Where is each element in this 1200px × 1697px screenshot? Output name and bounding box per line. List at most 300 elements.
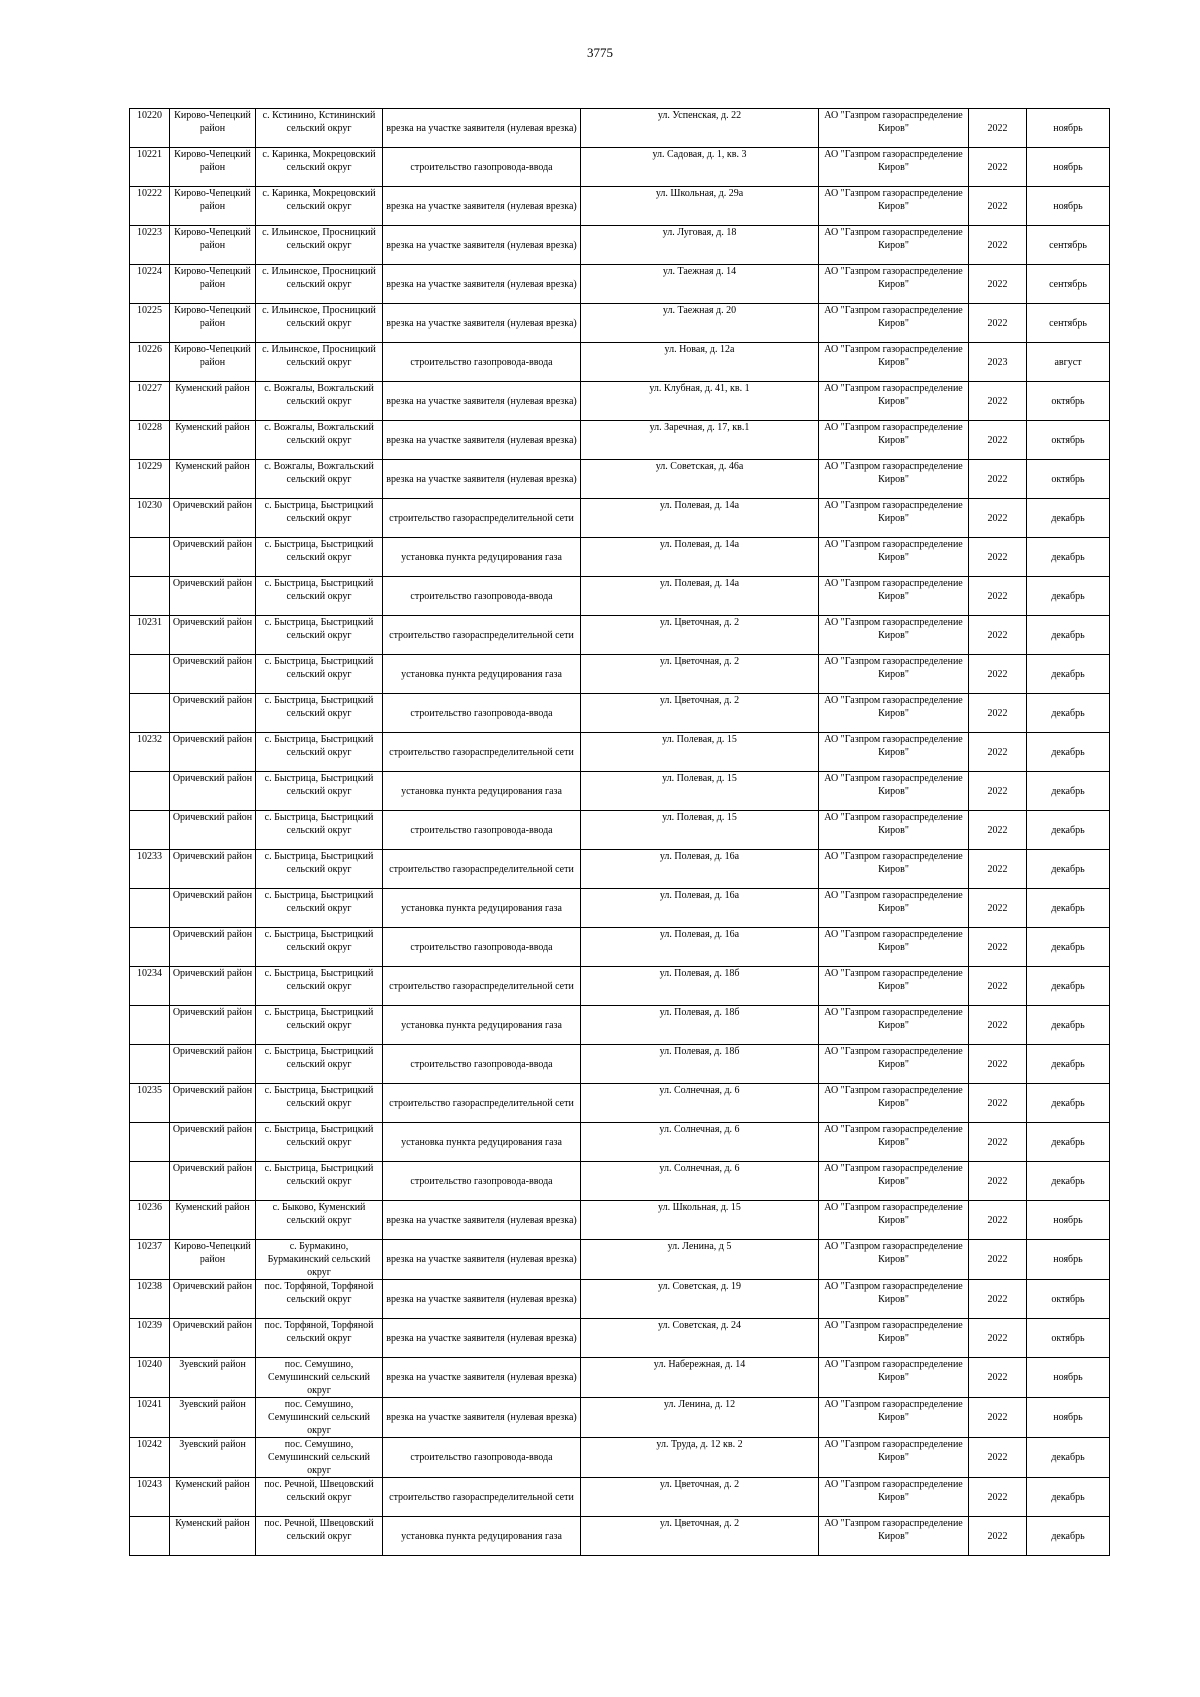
table-row [130,655,1110,694]
district-cell: Кирово-Чепецкий район [170,109,256,148]
row-number-cell: 10226 [130,343,170,382]
address-cell: ул. Луговая, д. 18 [581,226,819,265]
year-cell: 2022 [969,1358,1027,1398]
month-cell: ноябрь [1027,148,1110,187]
organization-cell: АО "Газпром газораспределение Киров" [819,499,969,538]
work-type-cell: строительство газораспределительной сети [383,850,581,889]
organization-cell: АО "Газпром газораспределение Киров" [819,382,969,421]
year-cell: 2022 [969,1084,1027,1123]
month-cell: декабрь [1027,889,1110,928]
organization-cell: АО "Газпром газораспределение Киров" [819,1045,969,1084]
work-type-cell: строительство газопровода-ввода [383,1045,581,1084]
work-type-cell: строительство газопровода-ввода [383,811,581,850]
row-number-cell [130,928,170,967]
district-cell: Оричевский район [170,694,256,733]
year-cell: 2022 [969,1478,1027,1517]
district-cell: Кирово-Чепецкий район [170,1240,256,1280]
table-row [130,460,1110,499]
address-cell: ул. Цветочная, д. 2 [581,1517,819,1556]
settlement-cell: с. Быстрица, Быстрицкий сельский округ [256,694,383,733]
row-number-cell: 10222 [130,187,170,226]
district-cell: Оричевский район [170,538,256,577]
settlement-cell: с. Быстрица, Быстрицкий сельский округ [256,772,383,811]
district-cell: Зуевский район [170,1398,256,1438]
table-row [130,616,1110,655]
table-row [130,772,1110,811]
row-number-cell: 10237 [130,1240,170,1280]
month-cell: декабрь [1027,1162,1110,1201]
organization-cell: АО "Газпром газораспределение Киров" [819,733,969,772]
year-cell: 2022 [969,421,1027,460]
table-row [130,187,1110,226]
district-cell: Кирово-Чепецкий район [170,148,256,187]
address-cell: ул. Новая, д. 12а [581,343,819,382]
district-cell: Оричевский район [170,772,256,811]
month-cell: сентябрь [1027,226,1110,265]
settlement-cell: с. Вожгалы, Вожгальский сельский округ [256,421,383,460]
district-cell: Оричевский район [170,616,256,655]
table-row [130,1240,1110,1280]
work-type-cell: строительство газопровода-ввода [383,1438,581,1478]
month-cell: декабрь [1027,811,1110,850]
organization-cell: АО "Газпром газораспределение Киров" [819,1438,969,1478]
work-type-cell: врезка на участке заявителя (нулевая врезка) [383,109,581,148]
row-number-cell: 10224 [130,265,170,304]
work-type-cell: строительство газораспределительной сети [383,616,581,655]
table-row [130,928,1110,967]
address-cell: ул. Цветочная, д. 2 [581,1478,819,1517]
address-cell: ул. Клубная, д. 41, кв. 1 [581,382,819,421]
work-type-cell: строительство газораспределительной сети [383,967,581,1006]
year-cell: 2022 [969,1438,1027,1478]
month-cell: сентябрь [1027,304,1110,343]
address-cell: ул. Цветочная, д. 2 [581,694,819,733]
row-number-cell: 10221 [130,148,170,187]
table-row [130,109,1110,148]
year-cell: 2022 [969,1280,1027,1319]
work-type-cell: строительство газораспределительной сети [383,1084,581,1123]
row-number-cell [130,772,170,811]
year-cell: 2022 [969,1045,1027,1084]
district-cell: Оричевский район [170,967,256,1006]
settlement-cell: с. Быково, Куменский сельский округ [256,1201,383,1240]
month-cell: ноябрь [1027,1201,1110,1240]
settlement-cell: пос. Торфяной, Торфяной сельский округ [256,1280,383,1319]
settlement-cell: с. Быстрица, Быстрицкий сельский округ [256,1162,383,1201]
month-cell: декабрь [1027,1438,1110,1478]
month-cell: ноябрь [1027,187,1110,226]
district-cell: Оричевский район [170,577,256,616]
month-cell: декабрь [1027,1084,1110,1123]
settlement-cell: пос. Речной, Швецовский сельский округ [256,1517,383,1556]
district-cell: Оричевский район [170,811,256,850]
table-row [130,304,1110,343]
month-cell: октябрь [1027,421,1110,460]
address-cell: ул. Солнечная, д. 6 [581,1162,819,1201]
organization-cell: АО "Газпром газораспределение Киров" [819,1280,969,1319]
address-cell: ул. Садовая, д. 1, кв. 3 [581,148,819,187]
year-cell: 2022 [969,889,1027,928]
table-body [130,109,1110,1556]
work-type-cell: строительство газопровода-ввода [383,694,581,733]
organization-cell: АО "Газпром газораспределение Киров" [819,460,969,499]
month-cell: декабрь [1027,1478,1110,1517]
month-cell: декабрь [1027,616,1110,655]
work-type-cell: установка пункта редуцирования газа [383,655,581,694]
organization-cell: АО "Газпром газораспределение Киров" [819,421,969,460]
row-number-cell [130,694,170,733]
year-cell: 2022 [969,811,1027,850]
year-cell: 2022 [969,538,1027,577]
table-row [130,538,1110,577]
work-type-cell: врезка на участке заявителя (нулевая врезка) [383,1319,581,1358]
work-type-cell: установка пункта редуцирования газа [383,1006,581,1045]
year-cell: 2022 [969,304,1027,343]
organization-cell: АО "Газпром газораспределение Киров" [819,928,969,967]
year-cell: 2022 [969,226,1027,265]
table-row [130,1162,1110,1201]
address-cell: ул. Полевая, д. 15 [581,811,819,850]
organization-cell: АО "Газпром газораспределение Киров" [819,889,969,928]
address-cell: ул. Цветочная, д. 2 [581,655,819,694]
organization-cell: АО "Газпром газораспределение Киров" [819,343,969,382]
month-cell: декабрь [1027,1123,1110,1162]
row-number-cell: 10234 [130,967,170,1006]
row-number-cell: 10232 [130,733,170,772]
table-row [130,694,1110,733]
year-cell: 2022 [969,733,1027,772]
year-cell: 2023 [969,343,1027,382]
organization-cell: АО "Газпром газораспределение Киров" [819,1201,969,1240]
organization-cell: АО "Газпром газораспределение Киров" [819,109,969,148]
table-row [130,967,1110,1006]
address-cell: ул. Советская, д. 19 [581,1280,819,1319]
settlement-cell: с. Каринка, Мокрецовский сельский округ [256,148,383,187]
row-number-cell [130,1162,170,1201]
row-number-cell [130,538,170,577]
district-cell: Оричевский район [170,1006,256,1045]
row-number-cell: 10235 [130,1084,170,1123]
gasification-table [129,108,1110,1556]
month-cell: октябрь [1027,1280,1110,1319]
settlement-cell: с. Быстрица, Быстрицкий сельский округ [256,577,383,616]
table-row [130,1398,1110,1438]
address-cell: ул. Полевая, д. 16а [581,850,819,889]
address-cell: ул. Труда, д. 12 кв. 2 [581,1438,819,1478]
page-number: 3775 [587,45,613,60]
district-cell: Куменский район [170,1201,256,1240]
row-number-cell: 10229 [130,460,170,499]
organization-cell: АО "Газпром газораспределение Киров" [819,1084,969,1123]
district-cell: Кирово-Чепецкий район [170,343,256,382]
work-type-cell: строительство газораспределительной сети [383,1478,581,1517]
settlement-cell: с. Вожгалы, Вожгальский сельский округ [256,460,383,499]
work-type-cell: врезка на участке заявителя (нулевая врезка) [383,226,581,265]
organization-cell: АО "Газпром газораспределение Киров" [819,694,969,733]
settlement-cell: с. Кстинино, Кстининский сельский округ [256,109,383,148]
organization-cell: АО "Газпром газораспределение Киров" [819,1240,969,1280]
month-cell: ноябрь [1027,1358,1110,1398]
table-row [130,499,1110,538]
row-number-cell: 10227 [130,382,170,421]
row-number-cell: 10231 [130,616,170,655]
settlement-cell: с. Быстрица, Быстрицкий сельский округ [256,967,383,1006]
organization-cell: АО "Газпром газораспределение Киров" [819,850,969,889]
table-row [130,382,1110,421]
settlement-cell: с. Быстрица, Быстрицкий сельский округ [256,1045,383,1084]
year-cell: 2022 [969,265,1027,304]
row-number-cell [130,811,170,850]
settlement-cell: с. Быстрица, Быстрицкий сельский округ [256,928,383,967]
district-cell: Оричевский район [170,928,256,967]
row-number-cell [130,1006,170,1045]
year-cell: 2022 [969,577,1027,616]
month-cell: декабрь [1027,1006,1110,1045]
district-cell: Оричевский район [170,1280,256,1319]
organization-cell: АО "Газпром газораспределение Киров" [819,1517,969,1556]
work-type-cell: строительство газопровода-ввода [383,928,581,967]
table-row [130,265,1110,304]
row-number-cell: 10239 [130,1319,170,1358]
table-row [130,577,1110,616]
year-cell: 2022 [969,1517,1027,1556]
row-number-cell: 10223 [130,226,170,265]
district-cell: Оричевский район [170,1045,256,1084]
row-number-cell: 10241 [130,1398,170,1438]
district-cell: Оричевский район [170,850,256,889]
settlement-cell: с. Ильинское, Просницкий сельский округ [256,265,383,304]
table-row [130,1358,1110,1398]
district-cell: Кирово-Чепецкий район [170,187,256,226]
organization-cell: АО "Газпром газораспределение Киров" [819,187,969,226]
table-row [130,148,1110,187]
work-type-cell: врезка на участке заявителя (нулевая врезка) [383,1358,581,1398]
work-type-cell: установка пункта редуцирования газа [383,1517,581,1556]
month-cell: декабрь [1027,1517,1110,1556]
month-cell: ноябрь [1027,1240,1110,1280]
month-cell: декабрь [1027,577,1110,616]
table-row [130,1478,1110,1517]
month-cell: октябрь [1027,460,1110,499]
year-cell: 2022 [969,967,1027,1006]
year-cell: 2022 [969,1240,1027,1280]
work-type-cell: врезка на участке заявителя (нулевая врезка) [383,421,581,460]
work-type-cell: врезка на участке заявителя (нулевая врезка) [383,187,581,226]
year-cell: 2022 [969,850,1027,889]
table-row [130,889,1110,928]
address-cell: ул. Полевая, д. 15 [581,772,819,811]
address-cell: ул. Ленина, д. 12 [581,1398,819,1438]
address-cell: ул. Таежная д. 20 [581,304,819,343]
table-row [130,1045,1110,1084]
organization-cell: АО "Газпром газораспределение Киров" [819,538,969,577]
settlement-cell: с. Быстрица, Быстрицкий сельский округ [256,616,383,655]
organization-cell: АО "Газпром газораспределение Киров" [819,655,969,694]
row-number-cell [130,577,170,616]
row-number-cell [130,1045,170,1084]
year-cell: 2022 [969,1201,1027,1240]
year-cell: 2022 [969,1006,1027,1045]
settlement-cell: пос. Семушино, Семушинский сельский округ [256,1398,383,1438]
district-cell: Оричевский район [170,1084,256,1123]
year-cell: 2022 [969,382,1027,421]
year-cell: 2022 [969,187,1027,226]
month-cell: декабрь [1027,694,1110,733]
address-cell: ул. Набережная, д. 14 [581,1358,819,1398]
table-row [130,226,1110,265]
address-cell: ул. Полевая, д. 14а [581,538,819,577]
year-cell: 2022 [969,460,1027,499]
address-cell: ул. Успенская, д. 22 [581,109,819,148]
work-type-cell: врезка на участке заявителя (нулевая врезка) [383,265,581,304]
month-cell: декабрь [1027,928,1110,967]
address-cell: ул. Полевая, д. 16а [581,928,819,967]
work-type-cell: врезка на участке заявителя (нулевая врезка) [383,1240,581,1280]
year-cell: 2022 [969,694,1027,733]
district-cell: Зуевский район [170,1438,256,1478]
district-cell: Куменский район [170,382,256,421]
settlement-cell: с. Быстрица, Быстрицкий сельский округ [256,850,383,889]
table-row [130,1517,1110,1556]
settlement-cell: с. Быстрица, Быстрицкий сельский округ [256,1006,383,1045]
address-cell: ул. Полевая, д. 14а [581,577,819,616]
address-cell: ул. Цветочная, д. 2 [581,616,819,655]
address-cell: ул. Солнечная, д. 6 [581,1084,819,1123]
address-cell: ул. Советская, д. 46а [581,460,819,499]
address-cell: ул. Таежная д. 14 [581,265,819,304]
table-row [130,733,1110,772]
work-type-cell: врезка на участке заявителя (нулевая врезка) [383,1280,581,1319]
row-number-cell: 10228 [130,421,170,460]
address-cell: ул. Солнечная, д. 6 [581,1123,819,1162]
address-cell: ул. Полевая, д. 14а [581,499,819,538]
work-type-cell: врезка на участке заявителя (нулевая врезка) [383,1398,581,1438]
settlement-cell: с. Быстрица, Быстрицкий сельский округ [256,889,383,928]
settlement-cell: с. Ильинское, Просницкий сельский округ [256,343,383,382]
organization-cell: АО "Газпром газораспределение Киров" [819,1123,969,1162]
organization-cell: АО "Газпром газораспределение Киров" [819,226,969,265]
district-cell: Оричевский район [170,889,256,928]
year-cell: 2022 [969,499,1027,538]
organization-cell: АО "Газпром газораспределение Киров" [819,616,969,655]
settlement-cell: с. Быстрица, Быстрицкий сельский округ [256,538,383,577]
organization-cell: АО "Газпром газораспределение Киров" [819,967,969,1006]
month-cell: декабрь [1027,538,1110,577]
district-cell: Зуевский район [170,1358,256,1398]
work-type-cell: строительство газопровода-ввода [383,577,581,616]
table-row [130,1123,1110,1162]
table-row [130,1280,1110,1319]
organization-cell: АО "Газпром газораспределение Киров" [819,304,969,343]
district-cell: Оричевский район [170,1162,256,1201]
organization-cell: АО "Газпром газораспределение Киров" [819,1478,969,1517]
month-cell: декабрь [1027,850,1110,889]
work-type-cell: врезка на участке заявителя (нулевая врезка) [383,382,581,421]
row-number-cell: 10238 [130,1280,170,1319]
work-type-cell: установка пункта редуцирования газа [383,538,581,577]
district-cell: Куменский район [170,1478,256,1517]
month-cell: ноябрь [1027,1398,1110,1438]
settlement-cell: с. Быстрица, Быстрицкий сельский округ [256,499,383,538]
row-number-cell: 10220 [130,109,170,148]
work-type-cell: строительство газораспределительной сети [383,733,581,772]
table-row [130,850,1110,889]
work-type-cell: строительство газопровода-ввода [383,343,581,382]
row-number-cell [130,1517,170,1556]
row-number-cell: 10243 [130,1478,170,1517]
district-cell: Оричевский район [170,1319,256,1358]
month-cell: декабрь [1027,967,1110,1006]
district-cell: Кирово-Чепецкий район [170,226,256,265]
row-number-cell [130,889,170,928]
row-number-cell: 10230 [130,499,170,538]
row-number-cell: 10242 [130,1438,170,1478]
address-cell: ул. Полевая, д. 18б [581,1045,819,1084]
work-type-cell: врезка на участке заявителя (нулевая врезка) [383,304,581,343]
year-cell: 2022 [969,772,1027,811]
year-cell: 2022 [969,1162,1027,1201]
year-cell: 2022 [969,616,1027,655]
organization-cell: АО "Газпром газораспределение Киров" [819,1398,969,1438]
address-cell: ул. Ленина, д 5 [581,1240,819,1280]
district-cell: Куменский район [170,421,256,460]
table-row [130,1006,1110,1045]
organization-cell: АО "Газпром газораспределение Киров" [819,772,969,811]
settlement-cell: пос. Семушино, Семушинский сельский округ [256,1358,383,1398]
organization-cell: АО "Газпром газораспределение Киров" [819,1006,969,1045]
year-cell: 2022 [969,1123,1027,1162]
month-cell: декабрь [1027,733,1110,772]
organization-cell: АО "Газпром газораспределение Киров" [819,1162,969,1201]
month-cell: декабрь [1027,1045,1110,1084]
settlement-cell: с. Ильинское, Просницкий сельский округ [256,226,383,265]
district-cell: Куменский район [170,460,256,499]
district-cell: Оричевский район [170,1123,256,1162]
table-row [130,1201,1110,1240]
row-number-cell: 10240 [130,1358,170,1398]
table-row [130,1319,1110,1358]
settlement-cell: с. Быстрица, Быстрицкий сельский округ [256,655,383,694]
settlement-cell: с. Быстрица, Быстрицкий сельский округ [256,1123,383,1162]
table-row [130,1438,1110,1478]
row-number-cell: 10225 [130,304,170,343]
district-cell: Кирово-Чепецкий район [170,265,256,304]
row-number-cell [130,655,170,694]
month-cell: ноябрь [1027,109,1110,148]
year-cell: 2022 [969,655,1027,694]
work-type-cell: строительство газопровода-ввода [383,1162,581,1201]
settlement-cell: с. Вожгалы, Вожгальский сельский округ [256,382,383,421]
district-cell: Кирово-Чепецкий район [170,304,256,343]
address-cell: ул. Полевая, д. 18б [581,967,819,1006]
work-type-cell: установка пункта редуцирования газа [383,1123,581,1162]
address-cell: ул. Советская, д. 24 [581,1319,819,1358]
row-number-cell [130,1123,170,1162]
organization-cell: АО "Газпром газораспределение Киров" [819,148,969,187]
settlement-cell: с. Быстрица, Быстрицкий сельский округ [256,733,383,772]
organization-cell: АО "Газпром газораспределение Киров" [819,1358,969,1398]
table-row [130,421,1110,460]
table-row [130,1084,1110,1123]
year-cell: 2022 [969,109,1027,148]
settlement-cell: пос. Речной, Швецовский сельский округ [256,1478,383,1517]
address-cell: ул. Полевая, д. 18б [581,1006,819,1045]
month-cell: август [1027,343,1110,382]
work-type-cell: установка пункта редуцирования газа [383,772,581,811]
settlement-cell: с. Бурмакино, Бурмакинский сельский округ [256,1240,383,1280]
work-type-cell: строительство газораспределительной сети [383,499,581,538]
district-cell: Оричевский район [170,655,256,694]
